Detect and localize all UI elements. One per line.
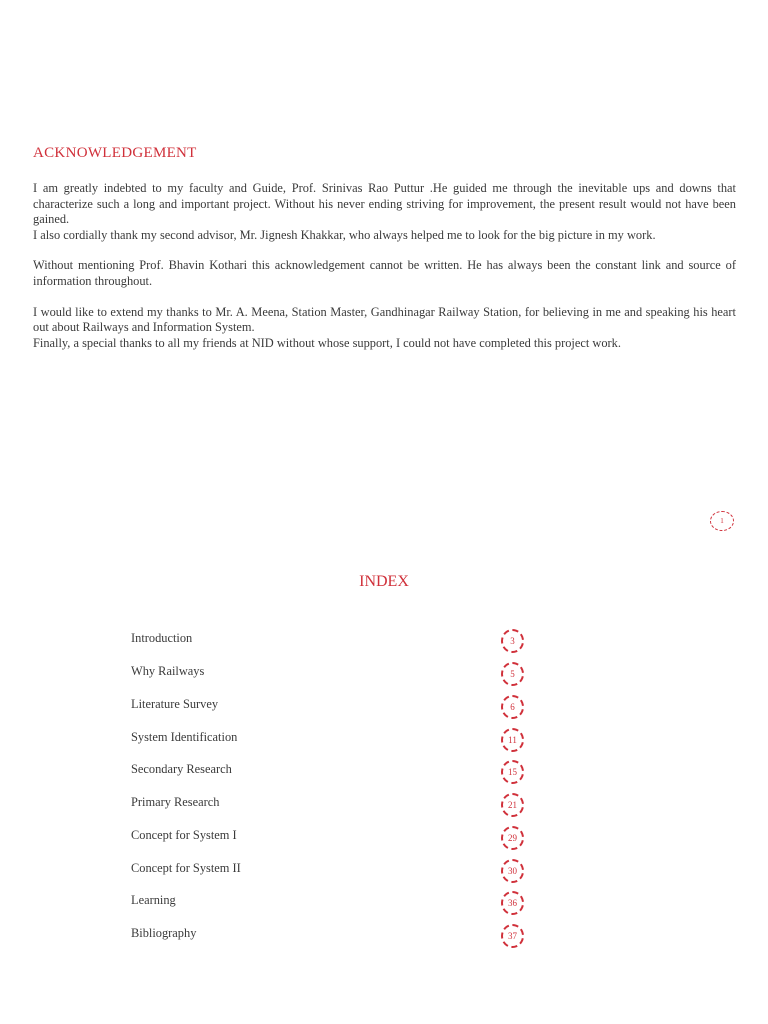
index-item: [131, 891, 531, 915]
index-item-page-badge: 36: [501, 891, 524, 915]
acknowledgement-paragraph: I am greatly indebted to my faculty and Guide, Prof. Srinivas Rao Puttur .He guided me through the inevitable ups and downs that characterize such a long and important project. Without his never ending striving for improvement, the present result would not have been gained.: [33, 181, 736, 227]
acknowledgement-paragraph: Without mentioning Prof. Bhavin Kothari this acknowledgement cannot be written. He has always been the constant link and source of information throughout.: [33, 258, 736, 288]
page-number-badge: 1: [710, 511, 734, 531]
acknowledgement-paragraph: I would like to extend my thanks to Mr. A. Meena, Station Master, Gandhinagar Railway Station, for believing in me and speaking his heart out about Railways and Information System.: [33, 304, 736, 335]
acknowledgement-paragraph: I also cordially thank my second advisor, Mr. Jignesh Khakkar, who always helped me to look for the big picture in my work.: [33, 227, 656, 242]
index-item-label: Why Railways: [131, 664, 205, 678]
index-item-label: Secondary Research: [131, 762, 232, 776]
index-item-page-badge: 11: [501, 728, 524, 752]
index-item: [131, 662, 531, 686]
index-item-label: Bibliography: [131, 926, 197, 940]
index-item-label: Concept for System II: [131, 861, 241, 875]
acknowledgement-paragraph: Finally, a special thanks to all my friends at NID without whose support, I could not have completed this project work.: [33, 335, 621, 350]
index-item-label: System Identification: [131, 730, 238, 744]
index-item: [131, 728, 531, 752]
index-item-label: Learning: [131, 893, 176, 907]
index-item: [131, 826, 531, 850]
index-item-page-badge: 37: [501, 924, 524, 948]
index-item-label: Introduction: [131, 631, 193, 645]
index-item-page-badge: 5: [501, 662, 524, 686]
index-item: [131, 859, 531, 883]
index-item-page-badge: 15: [501, 760, 524, 784]
index-item-label: Primary Research: [131, 795, 220, 809]
index-item-page-badge: 29: [501, 826, 524, 850]
index-item: [131, 695, 531, 719]
index-item: [131, 793, 531, 817]
index-item: [131, 629, 531, 653]
index-item-page-badge: 6: [501, 695, 524, 719]
acknowledgement-title: ACKNOWLEDGEMENT: [33, 145, 197, 161]
index-item-label: Concept for System I: [131, 828, 237, 842]
index-item-page-badge: 3: [501, 629, 524, 653]
index-item: [131, 760, 531, 784]
index-item-label: Literature Survey: [131, 697, 219, 711]
index-item: [131, 924, 531, 948]
index-item-page-badge: 21: [501, 793, 524, 817]
index-item-page-badge: 30: [501, 859, 524, 883]
index-title: INDEX: [359, 573, 409, 590]
